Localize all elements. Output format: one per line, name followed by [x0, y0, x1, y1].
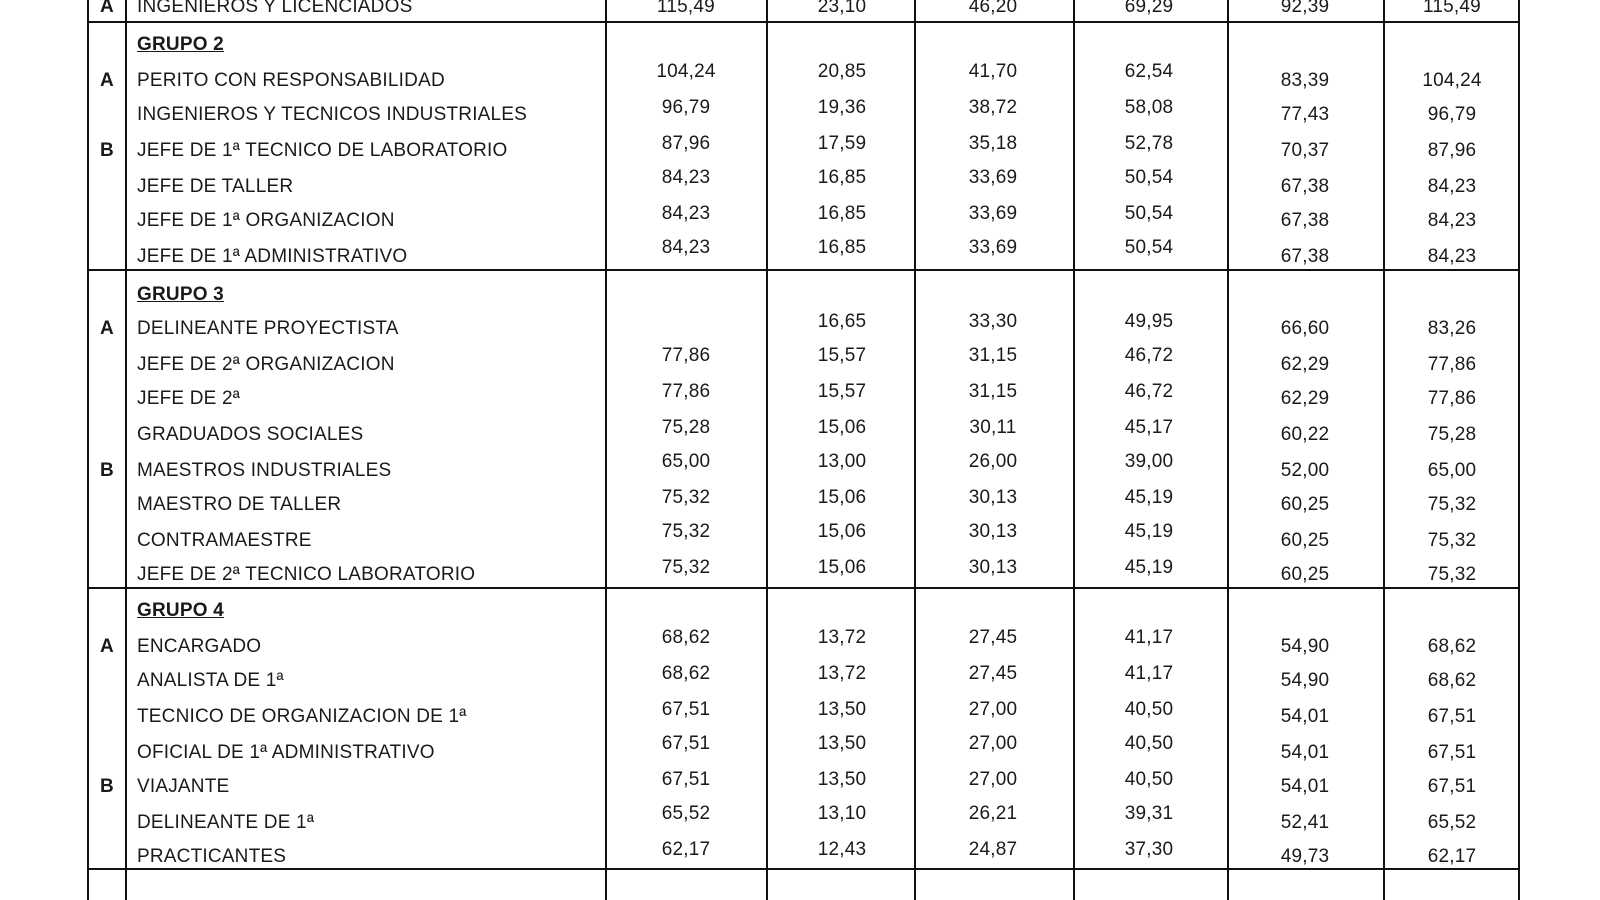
job-title: CONTRAMAESTRE	[137, 530, 312, 551]
amount-cell: 62,29	[1280, 388, 1330, 409]
amount-cell: 68,62	[661, 663, 711, 684]
amount-cell: 16,85	[817, 167, 867, 188]
job-title: OFICIAL DE 1ª ADMINISTRATIVO	[137, 742, 435, 763]
amount-cell: 67,51	[661, 699, 711, 720]
column-divider	[125, 0, 127, 900]
amount-cell: 60,22	[1280, 424, 1330, 445]
amount-cell: 115,49	[1423, 0, 1481, 17]
category-letter: B	[100, 460, 114, 481]
amount-cell: 75,32	[661, 521, 711, 542]
amount-cell: 16,85	[817, 203, 867, 224]
amount-cell: 66,60	[1280, 318, 1330, 339]
amount-cell: 83,26	[1427, 318, 1477, 339]
amount-cell: 54,01	[1280, 706, 1330, 727]
amount-cell: 26,00	[968, 451, 1018, 472]
amount-cell: 75,32	[661, 487, 711, 508]
amount-cell: 20,85	[817, 61, 867, 82]
amount-cell: 27,45	[968, 663, 1018, 684]
category-letter: B	[100, 776, 114, 797]
amount-cell: 60,25	[1280, 564, 1330, 585]
amount-cell: 84,23	[661, 167, 711, 188]
amount-cell: 15,06	[817, 557, 867, 578]
amount-cell: 84,23	[661, 237, 711, 258]
amount-cell: 39,31	[1124, 803, 1174, 824]
job-title: MAESTROS INDUSTRIALES	[137, 460, 392, 481]
amount-cell: 13,50	[817, 769, 867, 790]
job-title: PRACTICANTES	[137, 846, 287, 867]
amount-cell: 46,72	[1124, 381, 1174, 402]
amount-cell: 104,24	[1422, 70, 1482, 91]
amount-cell: 84,23	[1427, 176, 1477, 197]
job-title: JEFE DE 2ª TECNICO LABORATORIO	[137, 564, 476, 585]
category-letter: A	[100, 636, 114, 657]
amount-cell: 67,51	[661, 769, 711, 790]
amount-cell: 33,30	[968, 311, 1018, 332]
amount-cell: 30,11	[969, 417, 1017, 438]
amount-cell: 31,15	[968, 345, 1018, 366]
job-title: JEFE DE TALLER	[137, 176, 294, 197]
amount-cell: 65,00	[661, 451, 711, 472]
amount-cell: 92,39	[1280, 0, 1330, 17]
amount-cell: 30,13	[968, 487, 1018, 508]
amount-cell: 15,57	[817, 345, 867, 366]
amount-cell: 19,36	[817, 97, 867, 118]
amount-cell: 41,70	[968, 61, 1018, 82]
amount-cell: 75,28	[1427, 424, 1477, 445]
amount-cell: 40,50	[1124, 733, 1174, 754]
amount-cell: 77,86	[1427, 388, 1477, 409]
amount-cell: 65,52	[1427, 812, 1477, 833]
amount-cell: 45,19	[1124, 487, 1174, 508]
job-title: DELINEANTE PROYECTISTA	[137, 318, 399, 339]
column-divider	[914, 0, 916, 900]
amount-cell: 84,23	[661, 203, 711, 224]
amount-cell: 50,54	[1124, 203, 1174, 224]
category-letter: A	[100, 0, 114, 17]
amount-cell: 54,01	[1280, 776, 1330, 797]
amount-cell: 67,51	[661, 733, 711, 754]
amount-cell: 75,32	[1427, 494, 1477, 515]
group-title: GRUPO 4	[137, 600, 224, 621]
group-title: GRUPO 2	[137, 34, 224, 55]
column-divider	[1227, 0, 1229, 900]
row-divider	[87, 21, 1520, 23]
amount-cell: 60,25	[1280, 530, 1330, 551]
column-divider	[87, 0, 89, 900]
amount-cell: 15,57	[817, 381, 867, 402]
amount-cell: 15,06	[817, 521, 867, 542]
amount-cell: 87,96	[661, 133, 711, 154]
amount-cell: 67,51	[1427, 776, 1477, 797]
amount-cell: 30,13	[968, 557, 1018, 578]
job-title: JEFE DE 1ª TECNICO DE LABORATORIO	[137, 140, 508, 161]
category-letter: B	[100, 140, 114, 161]
amount-cell: 75,32	[1427, 530, 1477, 551]
job-title: ENCARGADO	[137, 636, 262, 657]
amount-cell: 84,23	[1427, 210, 1477, 231]
amount-cell: 67,38	[1280, 246, 1330, 267]
amount-cell: 23,10	[817, 0, 867, 17]
job-title: TECNICO DE ORGANIZACION DE 1ª	[137, 706, 467, 727]
amount-cell: 46,72	[1124, 345, 1174, 366]
job-title: MAESTRO DE TALLER	[137, 494, 342, 515]
amount-cell: 65,00	[1427, 460, 1477, 481]
job-title: JEFE DE 2ª	[137, 388, 241, 409]
amount-cell: 67,38	[1280, 176, 1330, 197]
amount-cell: 31,15	[968, 381, 1018, 402]
amount-cell: 17,59	[817, 133, 867, 154]
amount-cell: 27,00	[968, 733, 1018, 754]
amount-cell: 38,72	[968, 97, 1018, 118]
amount-cell: 45,17	[1124, 417, 1174, 438]
column-divider	[1073, 0, 1075, 900]
amount-cell: 13,50	[817, 699, 867, 720]
amount-cell: 67,51	[1427, 742, 1477, 763]
amount-cell: 62,17	[661, 839, 711, 860]
amount-cell: 37,30	[1124, 839, 1174, 860]
amount-cell: 52,00	[1280, 460, 1330, 481]
amount-cell: 45,19	[1124, 521, 1174, 542]
amount-cell: 70,37	[1280, 140, 1330, 161]
amount-cell: 30,13	[968, 521, 1018, 542]
amount-cell: 16,85	[817, 237, 867, 258]
amount-cell: 35,18	[968, 133, 1018, 154]
amount-cell: 54,90	[1280, 636, 1330, 657]
job-title: INGENIEROS Y TECNICOS INDUSTRIALES	[137, 104, 528, 125]
amount-cell: 52,41	[1280, 812, 1330, 833]
job-title: ANALISTA DE 1ª	[137, 670, 284, 691]
amount-cell: 69,29	[1124, 0, 1174, 17]
amount-cell: 83,39	[1280, 70, 1330, 91]
column-divider	[766, 0, 768, 900]
amount-cell: 15,06	[817, 417, 867, 438]
amount-cell: 13,72	[817, 627, 867, 648]
column-divider	[1518, 0, 1520, 900]
amount-cell: 45,19	[1124, 557, 1174, 578]
row-divider	[87, 587, 1520, 589]
amount-cell: 67,51	[1427, 706, 1477, 727]
job-title: PERITO CON RESPONSABILIDAD	[137, 70, 445, 91]
amount-cell: 62,17	[1427, 846, 1477, 867]
amount-cell: 77,43	[1280, 104, 1330, 125]
column-divider	[605, 0, 607, 900]
amount-cell: 13,10	[817, 803, 867, 824]
row-divider	[87, 868, 1520, 870]
amount-cell: 50,54	[1124, 237, 1174, 258]
amount-cell: 41,17	[1124, 627, 1174, 648]
amount-cell: 12,43	[817, 839, 867, 860]
amount-cell: 115,49	[657, 0, 715, 17]
amount-cell: 46,20	[968, 0, 1018, 17]
column-divider	[1383, 0, 1385, 900]
group-title: GRUPO 3	[137, 284, 224, 305]
amount-cell: 16,65	[817, 311, 867, 332]
row-divider	[87, 269, 1520, 271]
amount-cell: 27,45	[968, 627, 1018, 648]
amount-cell: 49,95	[1124, 311, 1174, 332]
amount-cell: 75,32	[1427, 564, 1477, 585]
amount-cell: 13,00	[817, 451, 867, 472]
amount-cell: 26,21	[968, 803, 1018, 824]
amount-cell: 54,01	[1280, 742, 1330, 763]
amount-cell: 96,79	[1427, 104, 1477, 125]
amount-cell: 54,90	[1280, 670, 1330, 691]
job-title: JEFE DE 2ª ORGANIZACION	[137, 354, 395, 375]
job-title: JEFE DE 1ª ORGANIZACION	[137, 210, 395, 231]
amount-cell: 68,62	[1427, 636, 1477, 657]
category-letter: A	[100, 318, 114, 339]
amount-cell: 41,17	[1124, 663, 1174, 684]
job-title: JEFE DE 1ª ADMINISTRATIVO	[137, 246, 408, 267]
amount-cell: 75,32	[661, 557, 711, 578]
amount-cell: 27,00	[968, 699, 1018, 720]
amount-cell: 96,79	[661, 97, 711, 118]
amount-cell: 77,86	[1427, 354, 1477, 375]
amount-cell: 77,86	[661, 345, 711, 366]
amount-cell: 60,25	[1280, 494, 1330, 515]
amount-cell: 27,00	[968, 769, 1018, 790]
amount-cell: 67,38	[1280, 210, 1330, 231]
amount-cell: 62,54	[1124, 61, 1174, 82]
amount-cell: 39,00	[1124, 451, 1174, 472]
amount-cell: 77,86	[661, 381, 711, 402]
amount-cell: 58,08	[1124, 97, 1174, 118]
job-title: DELINEANTE DE 1ª	[137, 812, 315, 833]
amount-cell: 50,54	[1124, 167, 1174, 188]
category-letter: A	[100, 70, 114, 91]
amount-cell: 87,96	[1427, 140, 1477, 161]
job-title: GRADUADOS SOCIALES	[137, 424, 364, 445]
amount-cell: 24,87	[968, 839, 1018, 860]
amount-cell: 15,06	[817, 487, 867, 508]
amount-cell: 33,69	[968, 237, 1018, 258]
amount-cell: 13,50	[817, 733, 867, 754]
amount-cell: 104,24	[656, 61, 716, 82]
job-title: VIAJANTE	[137, 776, 230, 797]
amount-cell: 52,78	[1124, 133, 1174, 154]
amount-cell: 75,28	[661, 417, 711, 438]
amount-cell: 13,72	[817, 663, 867, 684]
amount-cell: 84,23	[1427, 246, 1477, 267]
amount-cell: 62,29	[1280, 354, 1330, 375]
amount-cell: 33,69	[968, 203, 1018, 224]
amount-cell: 68,62	[1427, 670, 1477, 691]
job-title: INGENIEROS Y LICENCIADOS	[137, 0, 413, 17]
amount-cell: 49,73	[1280, 846, 1330, 867]
amount-cell: 40,50	[1124, 769, 1174, 790]
amount-cell: 40,50	[1124, 699, 1174, 720]
amount-cell: 65,52	[661, 803, 711, 824]
amount-cell: 68,62	[661, 627, 711, 648]
amount-cell: 33,69	[968, 167, 1018, 188]
